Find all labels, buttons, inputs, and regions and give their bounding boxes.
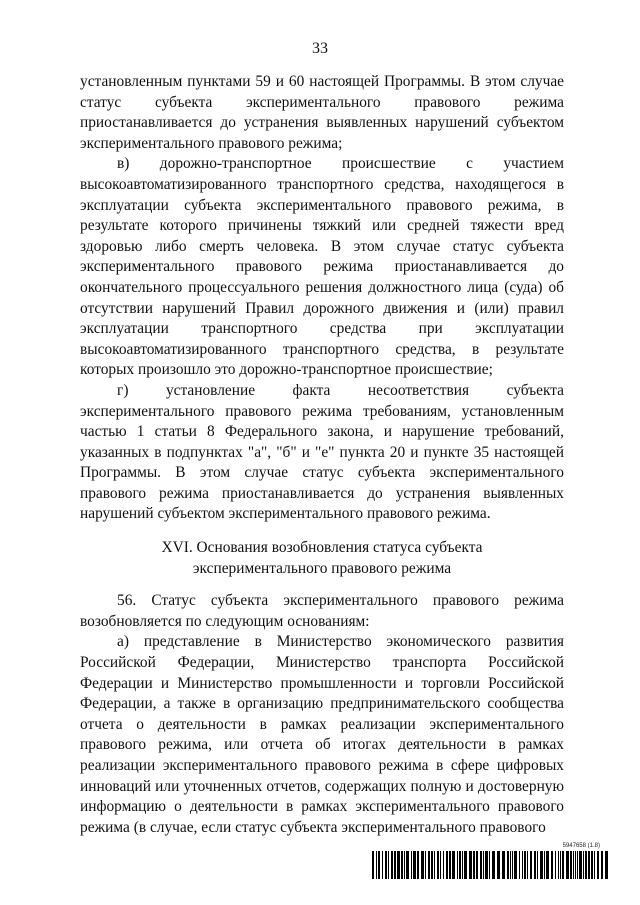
barcode-bar [459, 851, 461, 879]
barcode-bar [411, 851, 412, 879]
barcode-bar [597, 851, 599, 879]
barcode-bar [378, 851, 380, 879]
barcode-bar [514, 851, 517, 879]
barcode-bar [485, 851, 488, 879]
barcode-bar [469, 851, 472, 879]
barcode-bar [401, 851, 403, 879]
barcode-bar [594, 851, 595, 879]
barcode-bar [452, 851, 455, 879]
barcode-bar [462, 851, 463, 879]
barcode-bar [443, 851, 444, 879]
barcode-bar [605, 851, 608, 879]
barcode-bar [385, 851, 387, 879]
barcode-bar [388, 851, 389, 879]
barcode-bar [546, 851, 549, 879]
barcode-bar [417, 851, 419, 879]
barcode-bar [434, 851, 435, 879]
barcode-bar [560, 851, 561, 879]
barcode-bar [425, 851, 426, 879]
barcode-bar [473, 851, 475, 879]
barcode-bar [512, 851, 513, 879]
barcode-bar [530, 851, 532, 879]
barcode-bar [391, 851, 393, 879]
barcode-bar [577, 851, 578, 879]
barcode-bar [519, 851, 520, 879]
barcode-bar [394, 851, 396, 879]
barcode-bar [527, 851, 528, 879]
barcode-bar [437, 851, 439, 879]
barcode-bar [431, 851, 433, 879]
barcode-bar [464, 851, 467, 879]
barcode-bar [588, 851, 590, 879]
barcode-bar [562, 851, 564, 879]
document-barcode-block [372, 843, 608, 879]
barcode-bar [555, 851, 556, 879]
paragraph-item-g: г) установление факта несоответствия субъекта экспериментального правового режима требованиям, установленным частью 1 статьи 8 Федерального закона, и нарушение требований, указанных в подпунктах "а", "б" и "е" пункта 20 и пункте 35 настоящей Программы. В этом случае статус субъекта экспериментального правового режима приостанавливается до устранения выявленных нарушений субъектом экспериментального правового режима. [80, 381, 564, 523]
barcode-bar [510, 851, 511, 879]
section-heading-line-1: XVI. Основания возобновления статуса субъекта [161, 539, 483, 557]
barcode-bar [457, 851, 458, 879]
barcode-bar [570, 851, 572, 879]
barcode-bar [476, 851, 478, 879]
barcode-bar [449, 851, 451, 879]
barcode-bar [601, 851, 603, 879]
document-code: 5947658 (1.8) [562, 843, 600, 849]
barcode-bar [534, 851, 536, 879]
barcode-bar [558, 851, 559, 879]
barcode-bar [579, 851, 582, 879]
barcode-bar [497, 851, 500, 879]
barcode-bar [480, 851, 482, 879]
section-heading [80, 538, 564, 579]
barcode-bar [413, 851, 416, 879]
barcode-bar [544, 851, 545, 879]
barcode-bar [583, 851, 584, 879]
section-heading-line-2: экспериментального правового режима [192, 559, 452, 577]
barcode-bar [540, 851, 543, 879]
barcode-bar [551, 851, 553, 879]
document-body [80, 72, 564, 838]
barcode-bar [524, 851, 526, 879]
paragraph-continuation: установленным пунктами 59 и 60 настоящей Программы. В этом случае статус субъекта экспериментального правового режима приостанавливается до устранения выявленных нарушений субъектом экспериментального правового режима; [80, 73, 564, 152]
barcode-bar [446, 851, 448, 879]
barcode-icon [372, 851, 608, 879]
page-number: 33 [312, 40, 328, 57]
barcode-bar [591, 851, 593, 879]
barcode-bar [428, 851, 430, 879]
barcode-bar [492, 851, 495, 879]
barcode-bar [566, 851, 569, 879]
barcode-bar [585, 851, 587, 879]
barcode-bar [489, 851, 490, 879]
paragraph-56: 56. Статус субъекта экспериментального правового режима возобновляется по следующим основаниям: [80, 592, 564, 630]
barcode-bar [522, 851, 523, 879]
barcode-bar [440, 851, 441, 879]
barcode-bar [421, 851, 424, 879]
barcode-bar [575, 851, 576, 879]
barcode-bar [483, 851, 484, 879]
barcode-bar [406, 851, 409, 879]
barcode-bar [404, 851, 405, 879]
barcode-bar [537, 851, 538, 879]
barcode-bar [507, 851, 509, 879]
barcode-bar [502, 851, 505, 879]
barcode-bar [397, 851, 400, 879]
paragraph-item-v: в) дорожно-транспортное происшествие с участием высокоавтоматизированного транспортного средства, находящегося в эксплуатации субъекта экспериментального правового режима, в результате которого причинены тяжкий или средней тяжести вред здоровью либо смерть человека. В этом случае статус субъекта экспериментального правового режима приостанавливается до окончательного процессуального решения должностного лица (суда) об отсутствии нарушений Правил дорожного движения и (или) правил эксплуатации транспортного средства при эксплуатации высокоавтоматизированного транспортного средства, в результате которых произошло это дорожно-транспортное происшествие; [80, 155, 564, 379]
barcode-bar [372, 851, 374, 879]
paragraph-item-a: а) представление в Министерство экономического развития Российской Федерации, Министерство транспорта Российской Федерации и Министерство промышленности и торговли Российской Федерации, а также в организацию предпринимательского сообщества отчета о деятельности в рамках реализации экспериментального правового режима, или отчета об итогах деятельности в рамках реализации экспериментального правового режима в сфере цифровых инноваций или уточненных отчетов, содержащих полную и достоверную информацию о деятельности в рамках экспериментального правового режима (в случае, если статус субъекта экспериментального правового [80, 633, 564, 836]
barcode-bar [376, 851, 377, 879]
barcode-bar [573, 851, 574, 879]
barcode-bar [382, 851, 383, 879]
